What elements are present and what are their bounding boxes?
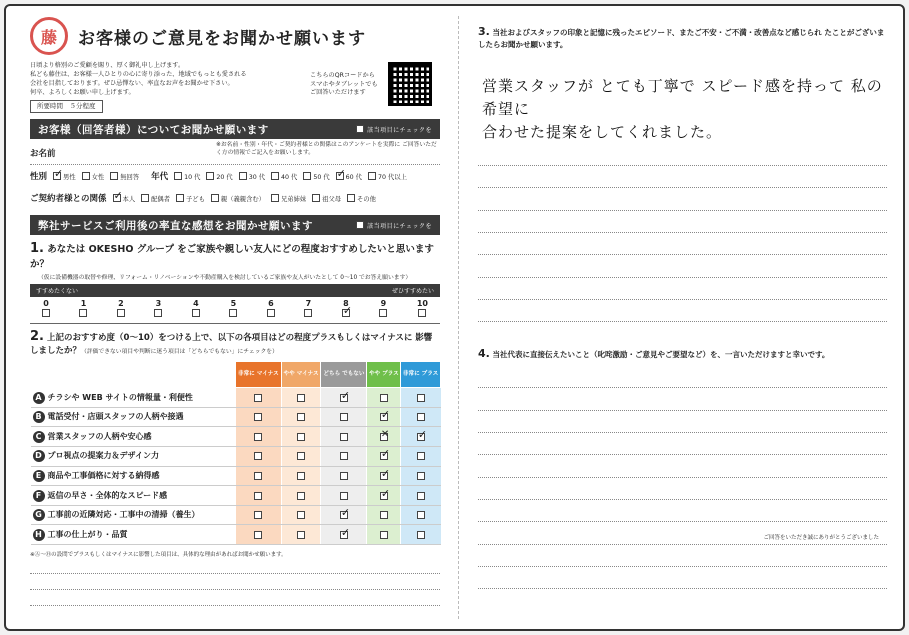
checkbox[interactable] [271,194,279,202]
table-row [31,407,441,427]
q4-lines[interactable] [478,366,887,589]
option-label: 10 代 [184,173,201,181]
grid-checkbox[interactable] [340,511,348,519]
row-letter-icon: B [33,411,45,423]
grid-cell[interactable] [236,447,282,467]
section1-title: お客様（回答者様）についてお聞かせ願います [38,123,269,136]
option-ages-1[interactable] [206,172,232,181]
write-line [478,500,887,522]
grid-checkbox[interactable] [297,452,305,460]
scale-checkbox[interactable] [42,309,50,317]
scale-checkbox[interactable] [229,309,237,317]
grid-checkbox[interactable] [340,472,348,480]
scale-number: 6 [268,299,274,309]
write-line [478,411,887,433]
option-label: その他 [357,195,376,203]
grid-cell[interactable] [401,466,441,486]
grid-cell[interactable] [367,407,401,427]
write-line [478,478,887,500]
answer-line: 合わせた提案をしてくれました。 [482,122,723,141]
option-label: 親（義親含む） [220,195,265,203]
scale-checkbox[interactable] [267,309,275,317]
logo-stamp: 藤 [30,17,68,55]
grid-checkbox[interactable] [340,531,348,539]
option-rels-0[interactable] [113,194,136,203]
scale-point[interactable] [192,299,200,323]
grid-cell[interactable] [321,466,367,486]
intro [30,62,440,113]
row-text: 返信の早さ・全体的なスピード感 [47,490,168,500]
scale-checkbox[interactable] [79,309,87,317]
grid-cell[interactable] [281,525,321,545]
checkbox[interactable] [174,172,182,180]
grid-checkbox[interactable] [254,433,262,441]
grid-cell[interactable] [321,388,367,408]
option-rels-5[interactable] [312,194,341,203]
q3-question [478,24,887,51]
grid-cell[interactable] [281,447,321,467]
option-rels-4[interactable] [271,194,306,203]
header [30,14,440,58]
row-label [31,407,236,427]
grid-checkbox[interactable] [417,413,425,421]
table-row [31,388,441,408]
grid-checkbox[interactable] [297,492,305,500]
grid-cell[interactable] [367,447,401,467]
grid-checkbox[interactable] [254,452,262,460]
fold-line [458,16,459,619]
grid-checkbox[interactable] [380,452,388,460]
grid-cell[interactable] [367,525,401,545]
option-rels-3[interactable] [211,194,265,203]
grid-cell[interactable] [401,486,441,506]
section2-hint [356,221,432,230]
checkbox[interactable] [110,172,118,180]
grid-cell[interactable] [401,407,441,427]
row-label [31,447,236,467]
grid-checkbox[interactable] [380,492,388,500]
grid-checkbox[interactable] [380,531,388,539]
checkbox[interactable] [303,172,311,180]
row-label [31,427,236,447]
name-row [30,139,440,165]
q2-text: 上記のおすすめ度（0〜10）をつける上で、以下の各項目はどの程度プラスもしくはマイナスに 影響しましたか？ [30,333,433,357]
checkbox[interactable] [312,194,320,202]
q3-handwritten-answer[interactable] [478,75,887,144]
grid-checkbox[interactable] [254,472,262,480]
row-text: 商品や工事価格に対する納得感 [47,470,160,480]
q2-number: 2. [30,329,44,345]
grid-checkbox[interactable] [417,511,425,519]
grid-checkbox[interactable] [297,433,305,441]
grid-cell[interactable] [401,505,441,525]
write-line [478,433,887,455]
grid-cell[interactable] [321,447,367,467]
option-label: 50 代 [313,173,330,181]
intro-line: 日頃より格別のご愛顧を賜り、厚く御礼申し上げます。 [30,62,185,69]
write-line [478,144,887,166]
column-header: 非常に マイナス [236,362,282,388]
table-row [31,427,441,447]
grid-cell[interactable] [367,466,401,486]
option-rels-2[interactable] [176,194,205,203]
grid-cell[interactable] [236,427,282,447]
write-line [478,278,887,300]
q3-text: 当社およびスタッフの印象と記憶に残ったエピソード、またご不安・ご不満・改善点など感じられ たことがございましたらお聞かせ願います。 [478,28,885,49]
grid-checkbox[interactable] [380,511,388,519]
write-line [478,545,887,567]
row-letter-icon: D [33,450,45,462]
thanks-note: ご回答をいただき誠にありがとうございました [763,535,879,541]
left-page [6,6,454,629]
option-label: 本人 [122,195,136,203]
scale-high-label: ぜひすすめたい [391,288,434,296]
scale-point[interactable] [342,299,350,323]
write-line [478,455,887,477]
scale-checkbox[interactable] [117,309,125,317]
q1-question [30,241,440,270]
grid-cell[interactable] [367,486,401,506]
option-label: 男性 [63,173,76,181]
write-line [478,211,887,233]
q3-number: 3. [478,25,490,38]
grid-checkbox[interactable] [340,394,348,402]
write-line [478,366,887,388]
option-gender-0[interactable] [53,172,76,181]
checkbox[interactable] [239,172,247,180]
option-gender-1[interactable] [82,172,105,181]
time-box: 所要時間 ５分程度 [30,100,103,113]
checkbox[interactable] [82,172,90,180]
write-line [478,233,887,255]
grid-checkbox[interactable] [297,472,305,480]
q1-text: あなたは OKESHO グループ をご家族や親しい友人にどの程度おすすめしたいと思いますか？ [30,244,434,271]
scale-number: 2 [118,299,124,309]
grid-cell[interactable] [281,505,321,525]
row-letter-icon: F [33,490,45,502]
scale-number: 0 [43,299,49,309]
option-ages-6[interactable] [368,172,407,181]
grid-cell[interactable] [401,525,441,545]
write-line [478,388,887,410]
grid-checkbox[interactable] [254,531,262,539]
relation-row [30,187,440,209]
scale-point[interactable] [267,299,275,323]
row-label [31,466,236,486]
section2-title: 弊社サービスご利用後の率直な感想をお聞かせ願います [38,219,313,232]
write-line [478,300,887,322]
grid-checkbox[interactable] [380,472,388,480]
intro-text [30,62,275,113]
section1-header [30,119,440,139]
q2-small: （評価できない項目や判断に迷う項目は「どちらでもない」にチェックを） [81,349,278,356]
grid-checkbox[interactable] [297,413,305,421]
scale-number: 4 [193,299,199,309]
checkbox[interactable] [271,172,279,180]
grid-cell[interactable] [321,427,367,447]
grid-checkbox[interactable] [254,394,262,402]
scale-checkbox[interactable] [192,309,200,317]
q2-grid [30,361,441,545]
checkbox[interactable] [141,194,149,202]
intro-line: 会社を目指しております。ぜひ忌憚ない、率直なお声をお聞かせ下さい。 [30,79,234,87]
grid-cell[interactable] [236,505,282,525]
grid-checkbox[interactable] [340,492,348,500]
q1-number: 1. [30,241,44,257]
option-label: 60 代 [345,173,362,181]
name-field[interactable] [30,164,440,165]
row-letter-icon: H [33,529,45,541]
option-label: 子ども [186,195,205,203]
qr-code[interactable] [388,62,432,106]
scale-point[interactable] [229,299,237,323]
row-text: チラシや WEB サイトの情報量・利便性 [47,392,193,402]
option-ages-5[interactable] [336,172,362,181]
grid-cell[interactable] [367,388,401,408]
row-label [31,486,236,506]
grid-checkbox[interactable] [417,452,425,460]
option-label: 70 代以上 [377,173,407,181]
name-note: ※お名前・性別・年代・ご契約者様との関係はこのアンケートを実際に ご回答いただく方の情報でご記入をお願いします。 [216,142,437,157]
grid-checkbox[interactable] [340,413,348,421]
gender-label: 性別 [30,172,48,183]
scale-number: 3 [155,299,162,309]
grid-cell[interactable] [401,427,441,447]
grid-cell[interactable] [236,525,282,545]
column-header: やや マイナス [281,362,321,388]
checkbox[interactable] [206,172,214,180]
grid-cell[interactable] [401,447,441,467]
row-letter-icon: E [33,470,45,482]
hint-text: 該当項目にチェックを [367,222,432,230]
scale-point[interactable] [42,299,50,323]
row-text: 工事前の近隣対応・工事中の清掃（養生） [47,510,200,520]
reason-lines[interactable] [30,558,440,606]
option-ages-0[interactable] [174,172,200,181]
grid-checkbox[interactable] [340,452,348,460]
q1-subtext: （仮に設備機器の取替や修理、リフォーム・リノベーションや不動産購入を検討しているご家族や友人がいたとして 0〜10 でお答え願います） [38,275,412,282]
option-gender-2[interactable] [110,172,139,181]
grid-checkbox[interactable] [254,511,262,519]
name-label: お名前 [30,149,56,160]
relation-label: ご契約者様との関係 [30,194,107,205]
page-title: お客様のご意見をお聞かせ願います [78,28,366,49]
scale-checkbox[interactable] [154,309,162,317]
row-text: 営業スタッフの人柄や安心感 [47,431,152,441]
scale-point[interactable] [417,299,428,323]
grid-checkbox[interactable] [417,492,425,500]
q4-question [478,346,887,362]
grid-cell[interactable] [281,407,321,427]
row-text: 電話受付・店頭スタッフの人柄や接遇 [47,412,184,422]
grid-cell[interactable] [401,388,441,408]
option-label: 兄弟姉妹 [280,195,307,203]
row-text: 工事の仕上がり・品質 [47,529,128,539]
answer-line: 営業スタッフが とても丁寧で スピード感を持って 私の希望に [482,76,883,118]
grid-corner [31,362,236,388]
scale-point[interactable] [304,299,312,323]
option-ages-3[interactable] [271,172,297,181]
row-letter-icon: A [33,392,45,404]
grid-checkbox[interactable] [380,394,388,402]
table-row [31,447,441,467]
table-row [31,525,441,545]
scale-number: 1 [80,299,87,309]
option-label: 祖父母 [322,195,342,203]
column-header: 非常に プラス [401,362,441,388]
option-rels-6[interactable] [347,194,376,203]
scale-checkbox[interactable] [304,309,312,317]
gender-age-row [30,165,440,187]
grid-cell[interactable] [321,525,367,545]
grid-checkbox[interactable] [417,472,425,480]
option-label: 30 代 [248,173,266,181]
grid-cell[interactable] [367,505,401,525]
table-row [31,466,441,486]
grid-checkbox[interactable] [417,531,425,539]
option-ages-2[interactable] [239,172,265,181]
scale-low-label: すすめたくない [36,288,79,296]
section2-header [30,215,440,235]
checkbox[interactable] [176,194,184,202]
survey-sheet [4,4,905,631]
grid-cell[interactable] [236,466,282,486]
checkbox-icon [356,125,364,133]
option-label: 40 代 [281,173,298,181]
grid-checkbox[interactable] [380,433,388,441]
grid-cell[interactable] [281,427,321,447]
grid-cell[interactable] [236,486,282,506]
q1-scale-bar [30,284,440,297]
grid-checkbox[interactable] [297,511,305,519]
option-label: 配偶者 [151,195,170,203]
q1-scale [30,297,440,324]
row-letter-icon: G [33,509,45,521]
grid-checkbox[interactable] [297,394,305,402]
scale-number: 7 [305,299,312,309]
table-row [31,486,441,506]
grid-cell[interactable] [321,407,367,427]
age-label: 年代 [151,172,169,183]
scale-checkbox[interactable] [342,309,350,317]
q4-text: 当社代表に直接伝えたいこと（叱咤激励・ご意見やご要望など）を、一言いただけますと幸いです。 [492,350,830,360]
option-label: 20 代 [216,173,233,181]
q2-footnote: ※Ⓐ〜Ⓗの設問でプラスもしくはマイナスに影響した項目は、具体的な理由があればお聞かせ願います。 [30,552,287,559]
q3-lines[interactable] [478,144,887,322]
grid-checkbox[interactable] [254,492,262,500]
checkbox[interactable] [53,172,61,180]
intro-line: 何卒、よろしくお願い申し上げます。 [30,88,135,96]
write-line [478,188,887,210]
grid-cell[interactable] [367,427,401,447]
scale-point[interactable] [79,299,87,323]
scale-checkbox[interactable] [418,309,426,317]
scale-number: 10 [416,299,428,309]
checkbox-icon [356,221,364,229]
checkbox[interactable] [347,194,355,202]
grid-checkbox[interactable] [380,413,388,421]
scale-number: 5 [230,299,237,309]
grid-checkbox[interactable] [297,531,305,539]
section1-hint [356,125,432,134]
row-label [31,525,236,545]
column-header: どちら でもない [321,362,367,388]
grid-cell[interactable] [236,388,282,408]
q2-question [30,329,440,357]
row-label [31,505,236,525]
write-line [478,255,887,277]
grid-cell[interactable] [281,388,321,408]
q4-number: 4. [478,347,490,361]
intro-line: 私ども藤住は、お客様一人ひとりの心に寄り添った、地域でもっとも愛される [30,70,247,78]
qr-note: こちらのQRコードから スマホやタブレットでも ご回答いただけます [310,72,378,97]
grid-cell[interactable] [321,486,367,506]
checkbox[interactable] [211,194,219,202]
scale-point[interactable] [379,299,387,323]
row-text: プロ視点の提案力＆デザイン力 [47,451,159,461]
checkbox[interactable] [336,172,344,180]
grid-checkbox[interactable] [340,433,348,441]
write-line [478,567,887,589]
option-ages-4[interactable] [303,172,329,181]
checkbox[interactable] [113,194,121,202]
scale-point[interactable] [117,299,125,323]
checkbox[interactable] [368,172,376,180]
option-label: 無回答 [120,173,140,181]
grid-checkbox[interactable] [417,433,425,441]
column-header: やや プラス [367,362,401,388]
write-line [478,166,887,188]
table-row [31,505,441,525]
scale-point[interactable] [154,299,162,323]
right-page [464,6,903,629]
hint-text: 該当項目にチェックを [367,126,432,134]
row-label [31,388,236,408]
option-rels-1[interactable] [141,194,170,203]
grid-checkbox[interactable] [254,413,262,421]
row-letter-icon: C [33,431,45,443]
grid-cell[interactable] [281,486,321,506]
grid-cell[interactable] [236,407,282,427]
grid-cell[interactable] [281,466,321,486]
grid-cell[interactable] [321,505,367,525]
scale-number: 9 [380,299,387,309]
grid-checkbox[interactable] [417,394,425,402]
option-label: 女性 [91,173,105,181]
scale-checkbox[interactable] [379,309,387,317]
